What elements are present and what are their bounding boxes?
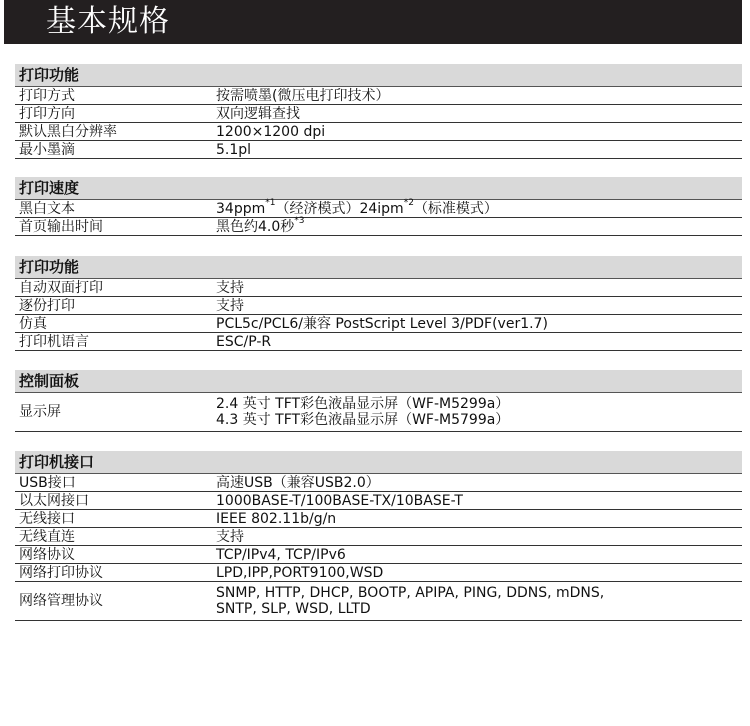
spec-label: 网络打印协议 bbox=[19, 564, 103, 581]
spec-value: PCL5c/PCL6/兼容 PostScript Level 3/PDF(ver1.7) bbox=[216, 315, 548, 332]
spec-value-line: 2.4 英寸 TFT彩色液晶显示屏（WF-M5299a） bbox=[216, 396, 510, 412]
spec-value-line: SNTP, SLP, WSD, LLTD bbox=[216, 601, 371, 617]
spec-label: 首页输出时间 bbox=[19, 218, 103, 235]
spec-value: 支持 bbox=[216, 279, 244, 296]
spec-row bbox=[15, 393, 742, 432]
spec-row bbox=[15, 141, 742, 159]
spec-sections bbox=[15, 64, 742, 621]
section-title: 打印功能 bbox=[15, 64, 742, 87]
section-print-function bbox=[15, 64, 742, 159]
spec-label: 无线接口 bbox=[19, 510, 75, 527]
spec-value: 按需喷墨(微压电打印技术） bbox=[216, 87, 390, 104]
spec-label: 无线直连 bbox=[19, 528, 75, 545]
section-control-panel bbox=[15, 370, 742, 432]
section-title: 控制面板 bbox=[15, 370, 742, 393]
spec-row bbox=[15, 492, 742, 510]
spec-label: 打印方式 bbox=[19, 87, 75, 104]
spec-value: 5.1pl bbox=[216, 141, 252, 158]
spec-value: 支持 bbox=[216, 297, 244, 314]
spec-label: 仿真 bbox=[19, 315, 47, 332]
spec-value-line: 4.3 英寸 TFT彩色液晶显示屏（WF-M5799a） bbox=[216, 412, 510, 428]
footnote-mark: *3 bbox=[294, 215, 305, 226]
spec-value: 34ppm$^{*1}$（经济模式）24ipm$^{*2}$（标准模式） bbox=[216, 197, 498, 217]
spec-label: 最小墨滴 bbox=[19, 141, 75, 158]
spec-row bbox=[15, 315, 742, 333]
spec-label: 显示屏 bbox=[19, 404, 61, 420]
spec-row bbox=[15, 510, 742, 528]
spec-label: 逐份打印 bbox=[19, 297, 75, 314]
spec-label: 以太网接口 bbox=[19, 492, 89, 509]
spec-label: 打印机语言 bbox=[19, 333, 89, 350]
spec-value: 黑色约4.0秒$^{*3}$ bbox=[216, 215, 305, 235]
spec-row bbox=[15, 87, 742, 105]
spec-row bbox=[15, 528, 742, 546]
spec-row bbox=[15, 333, 742, 351]
spec-value-line: SNMP, HTTP, DHCP, BOOTP, APIPA, PING, DDNS, mDNS, bbox=[216, 585, 605, 601]
section-print-function-2 bbox=[15, 256, 742, 351]
spec-value: 1000BASE-T/100BASE-TX/10BASE-T bbox=[216, 492, 463, 509]
spec-row bbox=[15, 123, 742, 141]
spec-value: 双向逻辑查找 bbox=[216, 105, 300, 122]
spec-value: 高速USB（兼容USB2.0） bbox=[216, 474, 380, 491]
spec-value: 1200×1200 dpi bbox=[216, 123, 326, 140]
spec-value: IEEE 802.11b/g/n bbox=[216, 510, 337, 527]
spec-label: 打印方向 bbox=[19, 105, 75, 122]
spec-value: 支持 bbox=[216, 528, 244, 545]
page-title: 基本规格 bbox=[46, 4, 170, 39]
spec-label: 自动双面打印 bbox=[19, 279, 103, 296]
spec-row bbox=[15, 297, 742, 315]
spec-label: 网络管理协议 bbox=[19, 593, 103, 609]
footnote-mark: *2 bbox=[403, 197, 414, 208]
section-title: 打印机接口 bbox=[15, 451, 742, 474]
footnote-mark: *1 bbox=[265, 197, 276, 208]
spec-row bbox=[15, 474, 742, 492]
spec-label: USB接口 bbox=[19, 474, 76, 491]
section-print-speed bbox=[15, 177, 742, 236]
header-bar bbox=[4, 0, 742, 44]
spec-row bbox=[15, 582, 742, 621]
section-title: 打印功能 bbox=[15, 256, 742, 279]
spec-value: ESC/P-R bbox=[216, 333, 272, 350]
spec-label: 默认黑白分辨率 bbox=[19, 123, 117, 140]
spec-label: 网络协议 bbox=[19, 546, 75, 563]
section-interfaces bbox=[15, 451, 742, 621]
spec-value: LPD,IPP,PORT9100,WSD bbox=[216, 564, 384, 581]
spec-row bbox=[15, 215, 742, 236]
spec-row bbox=[15, 564, 742, 582]
section-title: 打印速度 bbox=[15, 177, 742, 200]
spec-row bbox=[15, 546, 742, 564]
spec-row bbox=[15, 197, 742, 218]
spec-row bbox=[15, 105, 742, 123]
spec-row bbox=[15, 279, 742, 297]
spec-label: 黑白文本 bbox=[19, 200, 75, 217]
spec-value: TCP/IPv4, TCP/IPv6 bbox=[216, 546, 346, 563]
